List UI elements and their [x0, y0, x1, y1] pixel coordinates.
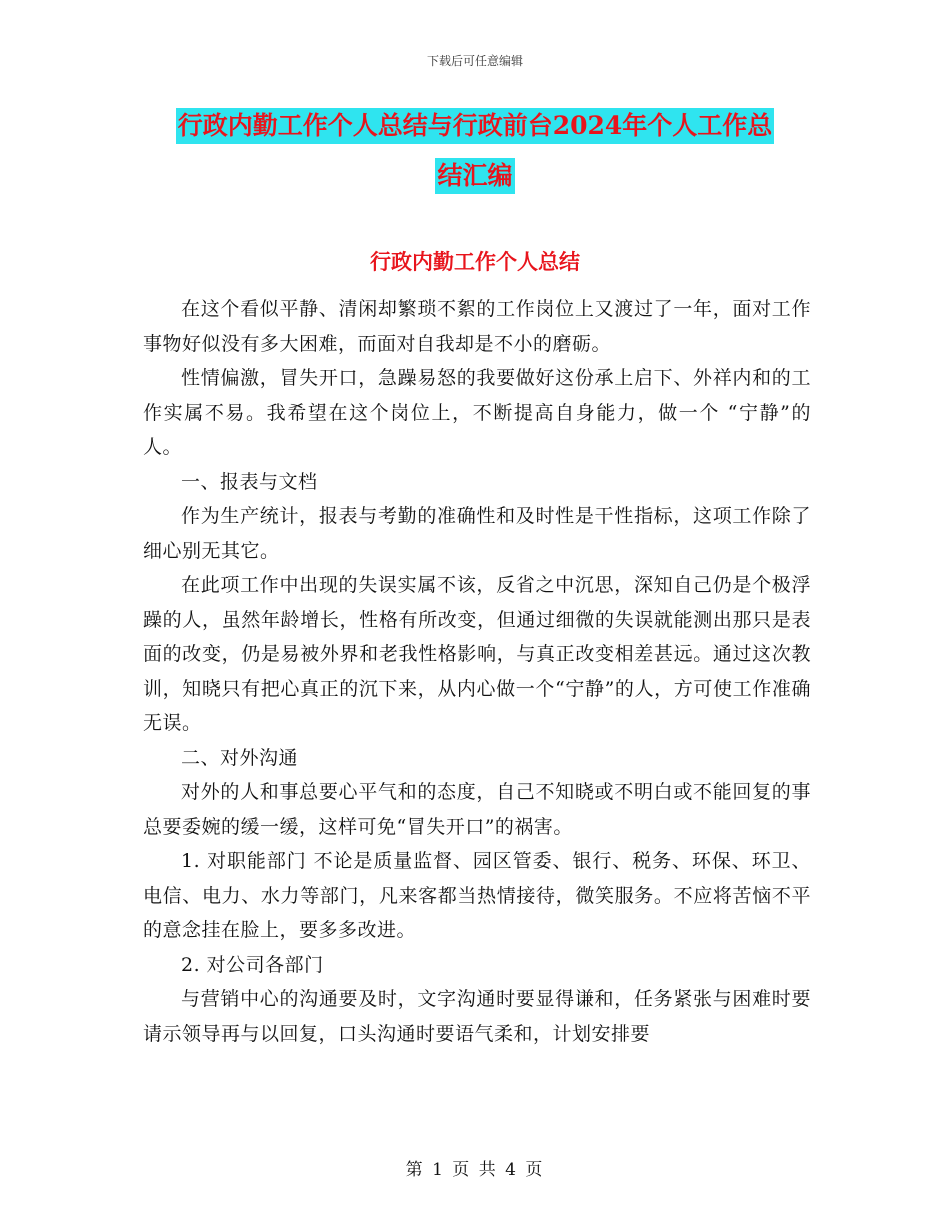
paragraph: 与营销中心的沟通要及时，文字沟通时要显得谦和，任务紧张与困难时要请示领导再与以回复，口头沟通时要语气柔和，计划安排要 — [143, 988, 811, 1045]
subheading: 2. 对公司各部门 — [181, 953, 324, 976]
paragraph: 对外的人和事总要心平气和的态度，自己不知晓或不明白或不能回复的事总要委婉的缓一缓，这样可免“冒失开口”的祸害。 — [143, 781, 811, 838]
paragraph: 作为生产统计，报表与考勤的准确性和及时性是干性指标，这项工作除了细心别无其它。 — [143, 505, 811, 562]
page-footer: 第 1 页 共 4 页 — [405, 1160, 545, 1180]
section-title: 行政内勤工作个人总结 — [370, 249, 580, 274]
heading-2: 二、对外沟通 — [181, 746, 299, 769]
title-line-2: 结汇编 — [435, 158, 514, 194]
paragraph: 在此项工作中出现的失误实属不该，反省之中沉思，深知自己仍是个极浮躁的人，虽然年龄增长，性格有所改变，但通过细微的失误就能测出那只是表面的改变，仍是易被外界和老我性格影响，与真正改变相差甚远。通过这次教训，知晓只有把心真正的沉下来，从内心做一个“宁静”的人，方可使工作准确无误。 — [143, 574, 811, 734]
document-body — [143, 292, 811, 1051]
title-line-1: 行政内勤工作个人总结与行政前台2024年个人工作总 — [176, 108, 775, 144]
header-note: 下载后可任意编辑 — [426, 54, 523, 68]
paragraph: 性情偏激，冒失开口，急躁易怒的我要做好这份承上启下、外祥内和的工作实属不易。我希望在这个岗位上，不断提高自身能力，做一个 “宁静”的人。 — [143, 367, 811, 458]
heading-1: 一、报表与文档 — [181, 470, 318, 493]
paragraph: 在这个看似平静、清闲却繁琐不絮的工作岗位上又渡过了一年，面对工作事物好似没有多大困难，而面对自我却是不小的磨砺。 — [143, 298, 811, 355]
paragraph: 1. 对职能部门 不论是质量监督、园区管委、银行、税务、环保、环卫、电信、电力、水力等部门，凡来客都当热情接待，微笑服务。不应将苦恼不平的意念挂在脸上，要多多改进。 — [143, 850, 811, 941]
document-title — [140, 108, 810, 194]
